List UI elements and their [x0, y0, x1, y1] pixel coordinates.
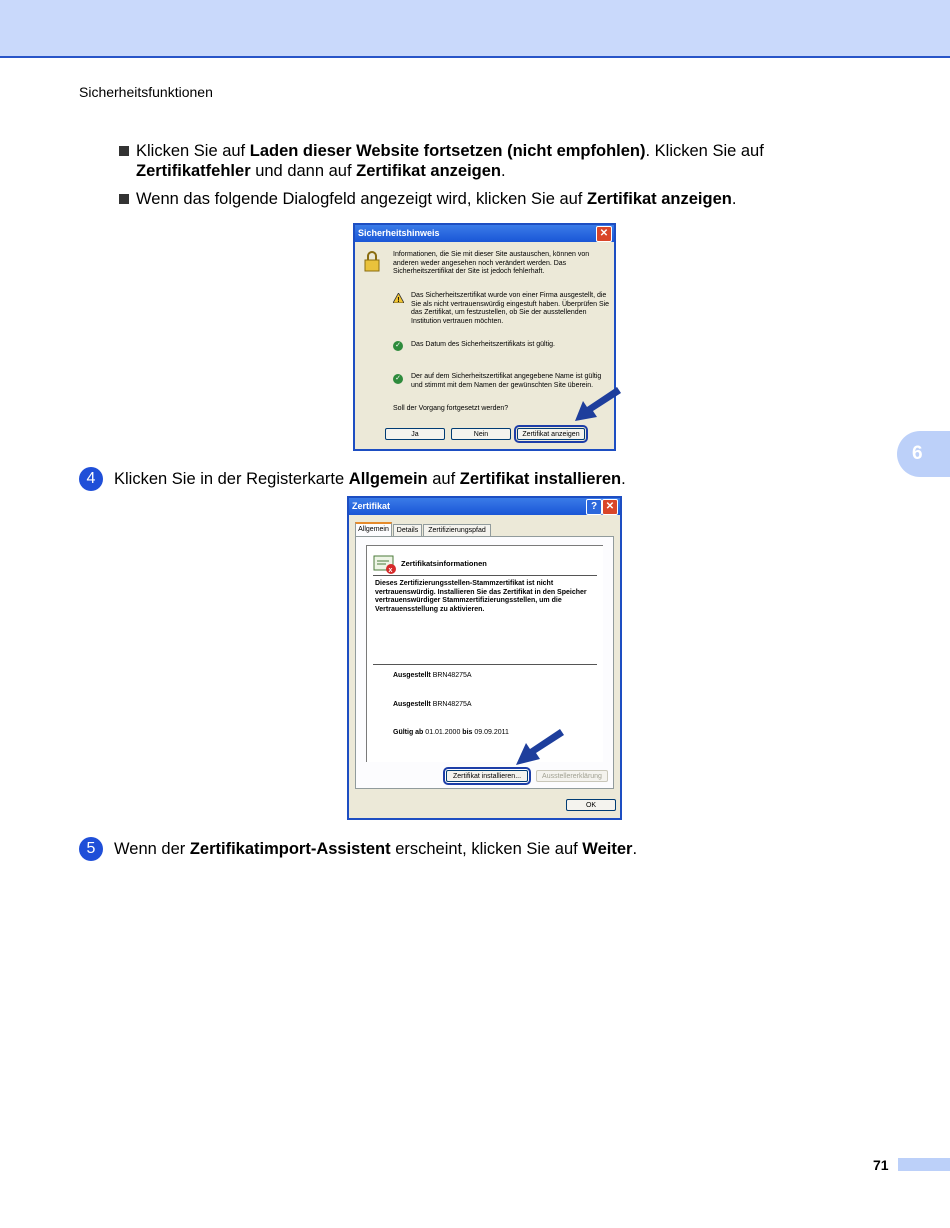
check-icon: ✓	[393, 341, 403, 351]
security-alert-dialog	[353, 223, 616, 451]
dialog-title-bar: Zertifikat ? ✕	[349, 498, 620, 515]
close-icon[interactable]: ✕	[602, 499, 618, 515]
info-box	[366, 545, 603, 762]
yes-button[interactable]: Ja	[385, 428, 445, 440]
arrow-icon	[573, 385, 621, 425]
name-valid-text: Der auf dem Sicherheitszertifikat angegebene Name ist gültig und stimmt mit dem Namen der gewünschten Site überein.	[411, 373, 602, 389]
svg-text:x: x	[388, 567, 393, 574]
warning-text: Dieses Zertifizierungsstellen-Stammzertifikat ist nicht vertrauenswürdig. Installieren Sie das Zertifikat in den Speicher vertrauenswürdiger Stammzertifizierungsstellen, um die Vertrauensstellung zu aktivieren.	[375, 580, 587, 613]
page-bar	[898, 1158, 950, 1171]
arrow-icon	[514, 727, 564, 769]
page-number: 71	[873, 1157, 889, 1173]
tab-panel	[355, 536, 614, 789]
install-certificate-button[interactable]: Zertifikat installieren...	[446, 770, 528, 782]
ok-button[interactable]: OK	[566, 799, 616, 811]
certificate-dialog	[347, 496, 622, 820]
info-heading: Zertifikatsinformationen	[401, 559, 487, 568]
date-valid-text: Das Datum des Sicherheitszertifikats ist gültig.	[411, 341, 555, 348]
lock-warning-icon	[363, 251, 383, 273]
header-band	[0, 0, 950, 58]
question-text: Soll der Vorgang fortgesetzt werden?	[393, 405, 509, 412]
warning-icon	[393, 293, 404, 303]
step-number: 5	[79, 837, 103, 861]
bullet-square	[119, 194, 129, 204]
divider	[373, 664, 597, 665]
chapter-tab: 6	[897, 431, 950, 477]
close-icon[interactable]: ✕	[596, 226, 612, 242]
tab-allgemein[interactable]: Allgemein	[355, 522, 392, 538]
warning-text: Das Sicherheitszertifikat wurde von einer Firma ausgestellt, die Sie als nicht vertrauenswürdig eingestuft haben. Überprüfen Sie das Zertifikat, um festzustellen, ob Sie der ausstellenden Institution vertrauen möchten.	[411, 292, 610, 325]
svg-text:!: !	[397, 297, 400, 303]
section-title: Sicherheitsfunktionen	[79, 84, 213, 100]
help-icon[interactable]: ?	[586, 499, 602, 515]
issued-to-row: Ausgestellt BRN48275A	[393, 672, 472, 679]
check-icon: ✓	[393, 374, 403, 384]
tab-details[interactable]: Details	[393, 524, 422, 537]
certificate-icon	[373, 554, 397, 574]
issued-by-row: Ausgestellt BRN48275A	[393, 701, 472, 708]
validity-row: Gültig ab 01.01.2000 bis 09.09.2011	[393, 729, 509, 736]
issuer-statement-button: Ausstellererklärung	[536, 770, 608, 782]
divider	[373, 575, 597, 576]
tab-zertifizierungspfad[interactable]: Zertifizierungspfad	[423, 524, 491, 537]
dialog-title-bar: Sicherheitshinweis ✕	[355, 225, 614, 242]
bullet-square	[119, 146, 129, 156]
no-button[interactable]: Nein	[451, 428, 511, 440]
step-number: 4	[79, 467, 103, 491]
intro-text: Informationen, die Sie mit dieser Site austauschen, können von anderen weder angesehen noch verändert werden. Das Sicherheitszertifikat der Site ist jedoch fehlerhaft.	[393, 251, 590, 275]
view-certificate-button[interactable]: Zertifikat anzeigen	[517, 428, 585, 440]
